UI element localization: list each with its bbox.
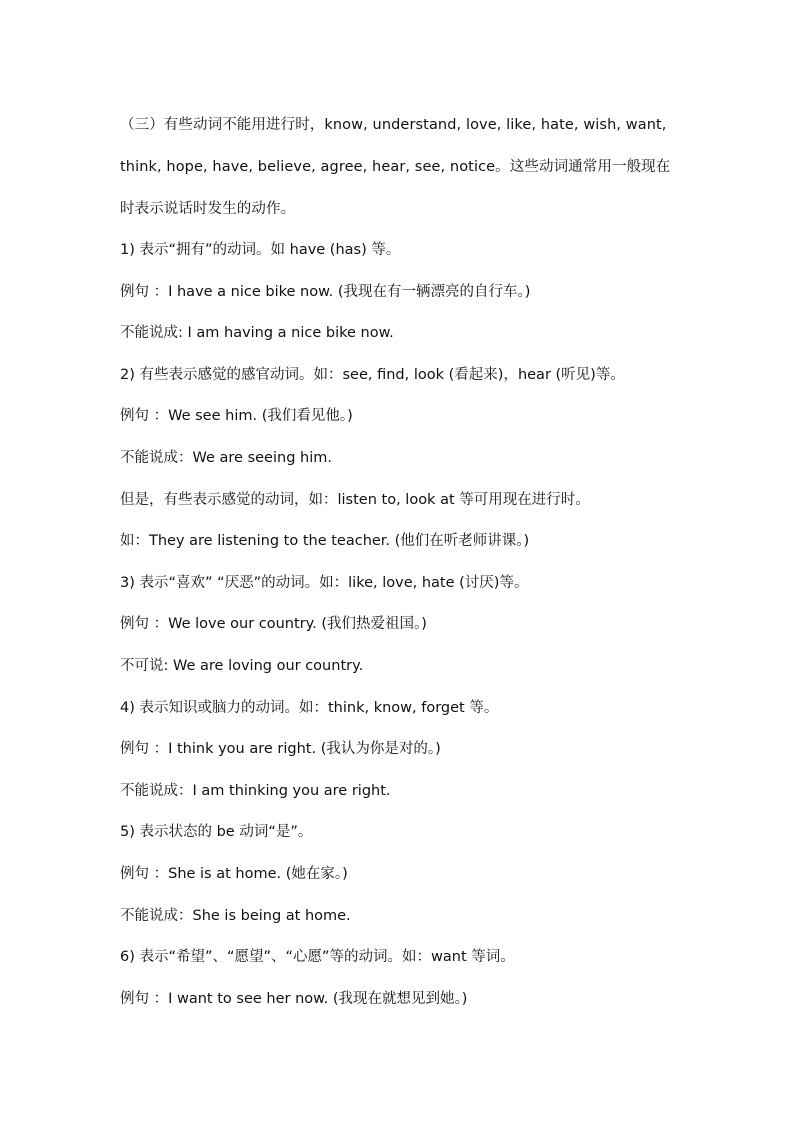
intro-paragraph: （三）有些动词不能用进行时，know, understand, love, like, hate, wish, want, think, hope, have, believe, agree, hear, see, notice。这些动词通常用一般现在时表示说话时发生的动作。 — [120, 117, 671, 217]
line-19-example-want: 例句 ：I want to see her now. (我现在就想见到她。) — [120, 990, 468, 1007]
line-10-example-love: 例句 ：We love our country. (我们热爱祖国。) — [120, 616, 427, 633]
line-1-possession-rule: 1) 表示“拥有”的动词。如 have (has) 等。 — [120, 242, 401, 258]
line-12-mental-verbs-rule: 4) 表示知识或脑力的动词。如：think, know, forget 等。 — [120, 699, 499, 716]
line-2-example-have: 例句 ：I have a nice bike now. (我现在有一辆漂亮的自行车。) — [120, 283, 531, 300]
line-6-wrong-seeing: 不能说成：We are seeing him. — [120, 449, 332, 466]
line-8-example-listening: 如：They are listening to the teacher. (他们在听老师讲课。) — [120, 533, 530, 550]
line-13-example-think: 例句 ：I think you are right. (我认为你是对的。) — [120, 741, 441, 758]
line-4-sense-verbs-rule: 2) 有些表示感觉的感官动词。如：see, find, look (看起来)，hear (听见)等。 — [120, 366, 625, 383]
line-15-state-be-rule: 5) 表示状态的 be 动词“是”。 — [120, 824, 313, 841]
line-3-wrong-having: 不能说成: I am having a nice bike now. — [120, 325, 394, 342]
line-9-like-dislike-rule: 3) 表示“喜欢” “厌恶”的动词。如：like, love, hate (讨厌)等。 — [120, 574, 529, 591]
line-14-wrong-thinking: 不能说成：I am thinking you are right. — [120, 782, 391, 799]
line-17-wrong-being: 不能说成：She is being at home. — [120, 907, 351, 924]
document-body — [120, 104, 680, 1020]
line-11-wrong-loving: 不可说: We are loving our country. — [120, 657, 364, 674]
line-5-example-see: 例句 ：We see him. (我们看见他。) — [120, 408, 353, 425]
line-18-wish-verbs-rule: 6) 表示“希望”、“愿望”、“心愿”等的动词。如：want 等词。 — [120, 949, 515, 966]
line-7-exception-listen: 但是，有些表示感觉的动词，如：listen to, look at 等可用现在进行时。 — [120, 491, 590, 508]
line-16-example-be: 例句 ：She is at home. (她在家。) — [120, 865, 348, 882]
